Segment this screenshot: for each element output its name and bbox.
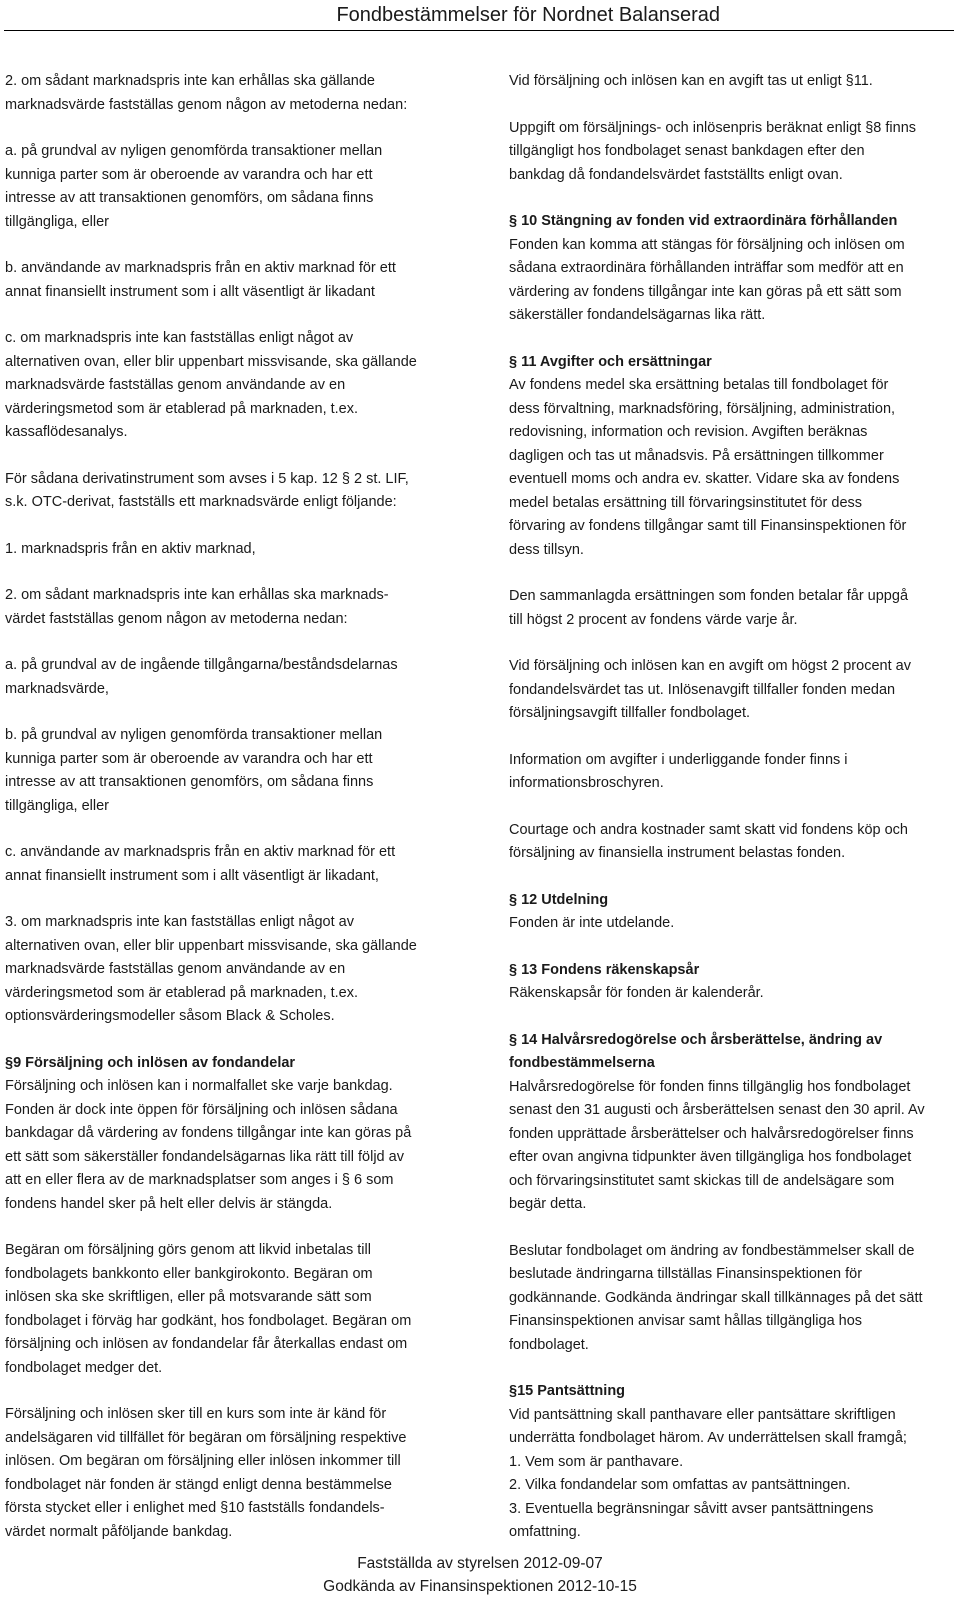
paragraph [5, 584, 437, 631]
text-line: kassaflödesanalys. [5, 424, 128, 440]
text-line: fondbolaget medger det. [5, 1359, 163, 1376]
text-line: till högst 2 procent av fondens värde varje år. [509, 611, 798, 628]
paragraph [5, 257, 437, 304]
text-line: och förvaringsinstitutet samt skickas till de andelsägare som [509, 1172, 895, 1189]
text-line: beslutade ändringarna tillställas Finansinspektionen för [509, 1266, 863, 1282]
text-line: fondandelsvärdet tas ut. Inlösenavgift tillfaller fonden medan [509, 681, 896, 698]
text-line: Information om avgifter i underliggande fonder finns i [509, 751, 848, 768]
text-line: bankdagar då värdering av fondens tillgångar inte kan göras på [5, 1125, 412, 1141]
text-line: Begäran om försäljning görs genom att likvid inbetalas till [5, 1242, 371, 1258]
text-line: fondbolagets bankkonto eller bankgirokonto. Begäran om [5, 1265, 373, 1282]
paragraph [509, 749, 941, 796]
paragraph [5, 841, 437, 888]
text-line: Finansinspektionen anvisar samt hållas tillgängliga hos [509, 1313, 863, 1329]
text-line: begär detta. [509, 1196, 587, 1212]
text-line: 2. om sådant marknadspris inte kan erhållas ska marknads- [5, 587, 389, 603]
text-line: Uppgift om försäljnings- och inlösenpris beräknat enligt §8 finns [509, 119, 917, 136]
text-line: a. på grundval av de ingående tillgångarna/beståndsdelarnas [5, 657, 398, 673]
section-11 [509, 351, 941, 563]
text-line: värdet fastställas genom någon av metoderna nedan: [5, 610, 348, 627]
text-line: tillgängligt hos fondbolaget senast bankdagen efter den [509, 143, 865, 159]
text-line: förvaring av fondens tillgångar samt till Finansinspektionen för [509, 518, 907, 534]
text-line: 2. om sådant marknadspris inte kan erhållas ska gällande [5, 73, 375, 89]
document-footer [0, 1552, 960, 1598]
text-line: fondbolaget när fonden är stängd enligt denna bestämmelse [5, 1476, 392, 1493]
text-line: sådana extraordinära förhållanden inträffar som medför att en [509, 260, 904, 276]
text-line: Försäljning och inlösen sker till en kurs som inte är känd för [5, 1406, 387, 1422]
text-line: Fonden är inte utdelande. [509, 915, 675, 931]
paragraph [509, 117, 941, 188]
text-line: Fonden är dock inte öppen för försäljning och inlösen sådana [5, 1101, 398, 1118]
section-heading: § 12 Utdelning [509, 891, 609, 908]
paragraph [509, 819, 941, 866]
document-title: Fondbestämmelser för Nordnet Balanserad [336, 4, 720, 26]
text-line: dess tillsyn. [509, 541, 584, 558]
text-line: tillgängliga, eller [5, 213, 109, 230]
footer-adopted-line: Fastställda av styrelsen 2012-09-07 [357, 1555, 603, 1572]
text-line: marknadsvärde fastställas genom någon av metoderna nedan: [5, 96, 408, 113]
text-line: fondens handel sker på helt eller delvis är stängda. [5, 1195, 333, 1212]
paragraph [5, 327, 437, 445]
text-line: Räkenskapsår för fonden är kalenderår. [509, 985, 764, 1001]
text-line: För sådana derivatinstrument som avses i 5 kap. 12 § 2 st. LIF, [5, 470, 409, 487]
paragraph [5, 70, 437, 117]
text-line: redovisning, information och revision. Avgiften beräknas [509, 424, 868, 440]
text-line: a. på grundval av nyligen genomförda transaktioner mellan [5, 143, 383, 159]
paragraph [509, 655, 941, 726]
text-line: Halvårsredogörelse för fonden finns tillgänglig hos fondbolaget [509, 1078, 911, 1095]
text-line: försäljningsavgift tillfaller fondbolaget. [509, 705, 750, 721]
section-13 [509, 959, 941, 1006]
text-line: 3. om marknadspris inte kan fastställas enligt något av [5, 914, 354, 930]
footer-approved-line: Godkända av Finansinspektionen 2012-10-15 [323, 1578, 637, 1595]
text-line: fondbolaget. [509, 1336, 589, 1353]
right-column [509, 70, 941, 1545]
paragraph [5, 468, 437, 515]
text-line: försäljning av finansiella instrument belastas fonden. [509, 845, 846, 861]
paragraph [5, 140, 437, 234]
text-line: c. om marknadspris inte kan fastställas enligt något av [5, 330, 354, 346]
text-line: dess förvaltning, marknadsföring, försäljning, administration, [509, 400, 896, 417]
text-line: Beslutar fondbolaget om ändring av fondbestämmelser skall de [509, 1242, 915, 1259]
text-line: Vid försäljning och inlösen kan en avgift om högst 2 procent av [509, 658, 911, 674]
text-line: b. på grundval av nyligen genomförda transaktioner mellan [5, 727, 383, 743]
paragraph [5, 1239, 437, 1380]
section-14 [509, 1029, 941, 1217]
text-line: intresse av att transaktionen genomförs, om sådana finns [5, 190, 374, 206]
paragraph [509, 70, 941, 94]
text-line: försäljning och inlösen av fondandelar får återkallas endast om [5, 1336, 408, 1352]
text-line: värdet normalt påföljande bankdag. [5, 1523, 233, 1540]
text-line: marknadsvärde fastställas genom användande av en [5, 377, 346, 393]
text-line: inlösen. Om begäran om försäljning eller inlösen inkommer till [5, 1453, 401, 1469]
text-line: underrätta fondbolaget härom. Av underrättelsen skall framgå; [509, 1430, 907, 1446]
section-heading: § 11 Avgifter och ersättningar [509, 353, 712, 370]
text-line: alternativen ovan, eller blir uppenbart missvisande, ska gällande [5, 353, 417, 370]
section-heading: § 10 Stängning av fonden vid extraordinära förhållanden [509, 213, 898, 229]
section-heading: fondbestämmelserna [509, 1055, 655, 1071]
text-line: säkerställer fondandelsägarnas lika rätt. [509, 307, 766, 323]
paragraph [509, 585, 941, 632]
text-line: senast den 31 augusti och årsberättelsen senast den 30 april. Av [509, 1102, 925, 1118]
text-line: Av fondens medel ska ersättning betalas till fondbolaget för [509, 377, 889, 393]
text-line: 2. Vilka fondandelar som omfattas av pantsättningen. [509, 1477, 851, 1493]
text-line: 1. marknadspris från en aktiv marknad, [5, 540, 256, 557]
header-divider [4, 30, 954, 31]
text-line: efter ovan angivna tidpunkter även tillgängliga hos fondbolaget [509, 1149, 912, 1165]
text-line: första stycket eller i enlighet med §10 fastställs fondandels- [5, 1500, 385, 1516]
text-line: annat finansiellt instrument som i allt väsentligt är likadant [5, 283, 375, 300]
text-line: värderingsmetod som är etablerad på marknaden, t.ex. [5, 984, 359, 1001]
text-line: dagligen och tas ut månadsvis. På ersättningen tillkommer [509, 447, 884, 464]
text-line: 1. Vem som är panthavare. [509, 1453, 684, 1470]
text-line: Vid försäljning och inlösen kan en avgift tas ut enligt §11. [509, 73, 873, 89]
text-line: marknadsvärde, [5, 680, 109, 697]
section-15 [509, 1380, 941, 1545]
text-line: att en eller flera av de marknadsplatser som anges i § 6 som [5, 1172, 394, 1188]
section-heading: § 13 Fondens räkenskapsår [509, 961, 700, 978]
text-line: kunniga parter som är oberoende av varandra och har ett [5, 166, 373, 183]
section-9 [5, 1052, 437, 1217]
paragraph [5, 654, 437, 701]
text-line: Vid pantsättning skall panthavare eller pantsättare skriftligen [509, 1406, 896, 1423]
text-line: eventuell moms och andra ev. skatter. Vidare ska av fondens [509, 471, 900, 487]
text-line: annat finansiellt instrument som i allt väsentligt är likadant, [5, 867, 379, 884]
section-12 [509, 889, 941, 936]
text-line: andelsägaren vid tillfället för begäran om försäljning respektive [5, 1429, 407, 1446]
text-line: Den sammanlagda ersättningen som fonden betalar får uppgå [509, 588, 909, 604]
paragraph [5, 538, 437, 562]
text-line: medel betalas ersättning till förvaringsinstitutet för dess [509, 494, 863, 511]
text-line: 3. Eventuella begränsningar såvitt avser pantsättningens [509, 1500, 874, 1517]
text-line: Fonden kan komma att stängas för försäljning och inlösen om [509, 236, 905, 253]
text-line: informationsbroschyren. [509, 775, 664, 791]
left-column [5, 70, 437, 1567]
text-line: omfattning. [509, 1524, 581, 1540]
section-10 [509, 210, 941, 328]
text-line: Courtage och andra kostnader samt skatt vid fondens köp och [509, 821, 908, 838]
text-line: värdering av fondens tillgångar inte kan göras på ett sätt som [509, 283, 902, 300]
section-heading: § 14 Halvårsredogörelse och årsberättelse, ändring av [509, 1031, 883, 1048]
text-line: inlösen ska ske skriftligen, eller på motsvarande sätt som [5, 1289, 372, 1305]
text-line: Försäljning och inlösen kan i normalfallet ske varje bankdag. [5, 1078, 393, 1094]
text-line: s.k. OTC-derivat, fastställs ett marknadsvärde enligt följande: [5, 494, 397, 510]
text-line: värderingsmetod som är etablerad på marknaden, t.ex. [5, 400, 359, 417]
text-line: bankdag då fondandelsvärdet fastställts enligt ovan. [509, 166, 843, 183]
paragraph [509, 1240, 941, 1358]
text-line: fonden upprättade årsberättelser och halvårsredogörelser finns [509, 1125, 914, 1142]
text-line: kunniga parter som är oberoende av varandra och har ett [5, 750, 373, 767]
paragraph [5, 724, 437, 818]
text-line: fondbolaget i förväg har godkänt, hos fondbolaget. Begäran om [5, 1312, 412, 1329]
section-heading: §15 Pantsättning [509, 1383, 626, 1399]
paragraph [5, 911, 437, 1029]
section-heading: §9 Försäljning och inlösen av fondandelar [5, 1054, 296, 1071]
text-line: marknadsvärde fastställas genom användande av en [5, 961, 346, 977]
text-line: b. användande av marknadspris från en aktiv marknad för ett [5, 260, 396, 276]
text-line: alternativen ovan, eller blir uppenbart missvisande, ska gällande [5, 937, 417, 954]
text-line: ett sätt som säkerställer fondandelsägarnas lika rätt till följd av [5, 1148, 404, 1165]
paragraph [5, 1403, 437, 1544]
text-line: optionsvärderingsmodeller såsom Black & Scholes. [5, 1008, 335, 1024]
text-line: tillgängliga, eller [5, 797, 109, 814]
text-line: godkännande. Godkända ändringar skall tillkännages på det sätt [509, 1289, 923, 1306]
text-line: intresse av att transaktionen genomförs, om sådana finns [5, 774, 374, 790]
text-line: c. användande av marknadspris från en aktiv marknad för ett [5, 844, 396, 860]
